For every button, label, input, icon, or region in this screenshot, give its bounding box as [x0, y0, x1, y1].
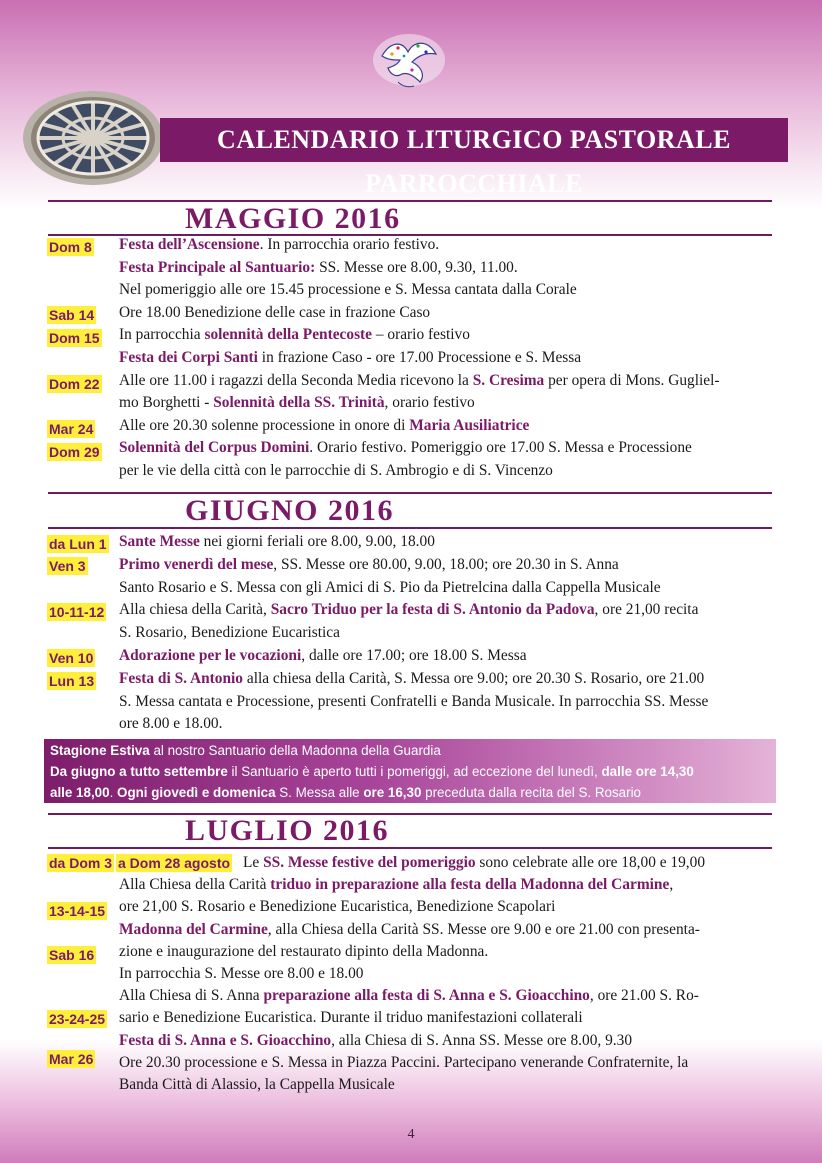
event-line [119, 347, 771, 370]
event-line [119, 437, 771, 460]
text-segment: ore 8.00, 9.00, 18.00 [307, 533, 435, 550]
text-segment: Ore 18.00 [119, 303, 181, 321]
summer-season-notice [44, 739, 776, 803]
section-rule-bottom-luglio [48, 847, 772, 849]
text-segment: S. Messa [467, 647, 527, 664]
text-segment: Alla Chiesa di S. Anna [119, 987, 264, 1005]
text-segment: Festa dei Corpi Santi [119, 349, 258, 366]
summer-notice-text [50, 740, 770, 803]
text-segment: ore 17.00 [375, 349, 434, 366]
text-segment: , [589, 987, 598, 1005]
text-segment: sono celebrate alle [475, 854, 598, 871]
event-line [119, 460, 771, 483]
text-segment: S. Cresima [472, 371, 545, 389]
text-segment: Santo Rosario e S. Messa con gli Amici di S. Pio da Pietrelcina dalla Cappella Musicale [119, 578, 661, 596]
text-segment: . [109, 785, 118, 800]
section-rule-top-maggio [48, 200, 772, 202]
text-segment: in S. Anna [550, 555, 619, 573]
text-segment: processione e S. Messa in Piazza Paccini. Partecipano venerande Confraternite, la [180, 1053, 689, 1071]
text-segment: Banda Città di Alassio, la Cappella Musicale [119, 1076, 395, 1093]
text-segment: Festa di S. Antonio [119, 669, 244, 687]
section-rule-top-luglio [48, 813, 772, 815]
event-line [119, 392, 771, 415]
text-segment: ore 15.45 [245, 281, 305, 299]
text-segment: alle 18,00 [50, 785, 110, 800]
text-segment: ore 21.00 [597, 987, 656, 1005]
date-badge: Lun 13 [49, 673, 95, 689]
event-line [119, 1074, 771, 1097]
text-segment: ore 21.00 [555, 920, 614, 938]
page-title: CALENDARIO LITURGICO PASTORALE PARROCCHIALE [160, 118, 788, 162]
page-number: 4 [407, 1127, 415, 1142]
text-segment: Sante Messe [119, 533, 200, 550]
date-badge: Sab 14 [49, 307, 95, 323]
text-segment: ore 17.00; ore 18.00 [342, 647, 468, 664]
date-badge: Dom 15 [49, 330, 100, 346]
text-segment: triduo in preparazione alla festa della Madonna del Carmine [270, 876, 670, 894]
text-segment: S. Rosario e Benedizione Eucaristica, Benedizione Scapolari [177, 898, 556, 916]
text-segment: S. Rosario, [570, 669, 647, 687]
event-line [119, 324, 771, 347]
section-rule-bottom-giugno [48, 527, 772, 529]
event-line [119, 1007, 771, 1030]
text-segment: Festa dell’Ascensione [119, 236, 260, 253]
text-segment: ore 8.00, 9.30 [546, 1031, 633, 1049]
text-segment: . [218, 715, 223, 733]
text-segment: nei giorni feriali [199, 533, 308, 550]
text-segment: S. Messa e Processione [544, 439, 692, 457]
date-badge: Dom 22 [49, 376, 100, 392]
text-segment: , alla Chiesa di S. Anna SS. Messe [331, 1031, 547, 1049]
date-badge: da Lun 1 [49, 536, 107, 552]
text-segment: S. Ro- [655, 987, 699, 1005]
text-segment: . [309, 439, 317, 457]
rose-window-icon [22, 90, 164, 186]
text-segment: Orario festivo [316, 439, 403, 457]
text-segment: Solennità del Corpus Domini [119, 439, 310, 457]
text-segment: Nel pomeriggio alle [119, 281, 246, 299]
text-segment: Primo venerdì del mese [119, 555, 274, 573]
text-segment: ore 9.00; ore 20.30 [453, 669, 571, 687]
date-badge: Ven 3 [49, 558, 86, 574]
text-segment: Da giugno a tutto settembre [50, 764, 228, 779]
text-segment: zione e inaugurazione del restaurato dipinto della Madonna. [119, 942, 489, 960]
event-line [119, 713, 771, 736]
text-segment: Sacro Triduo per la festa di S. Antonio da Padova [270, 601, 595, 619]
text-segment: solennità della Pentecoste [204, 326, 373, 344]
event-line [119, 1052, 771, 1075]
text-segment: Stagione Estiva [50, 743, 150, 758]
text-segment: e [540, 920, 556, 938]
text-segment: orario festivo [352, 236, 436, 253]
text-segment: per le vie della città con le parrocchie di S. Ambrogio e di S. Vincenzo [119, 462, 553, 479]
text-segment: ore 11.00 [149, 371, 207, 389]
month-title-giugno: GIUGNO 2016 [185, 494, 395, 527]
text-segment: Processione e S. Messa [433, 349, 582, 366]
text-segment: orario festivo [387, 326, 470, 344]
date-badge: 13-14-15 [49, 903, 106, 919]
date-badge: Dom 8 [49, 239, 92, 255]
event-line [119, 415, 771, 438]
text-segment: processione e S. Messa cantata dalla Corale [304, 281, 577, 299]
text-segment: con presenta- [613, 920, 700, 938]
text-segment: S. Rosario, Benedizione Eucaristica [119, 624, 340, 642]
text-segment: Alla chiesa della Carità, [119, 601, 271, 619]
date-badge: Dom 29 [49, 444, 100, 460]
text-segment: i ragazzi della Seconda Media ricevono la [206, 371, 473, 389]
event-line [119, 370, 771, 393]
dove-peace-icon [368, 30, 450, 94]
date-badge: Sab 16 [49, 947, 95, 963]
event-line [119, 531, 771, 554]
text-segment: alla chiesa della Carità, S. Messa [243, 669, 454, 687]
text-segment: ore 21.00 [646, 669, 705, 687]
text-segment: ore 8.00 e 18.00 [119, 715, 219, 733]
event-line [119, 645, 771, 668]
text-segment: . [513, 258, 518, 276]
text-segment: sario e Benedizione Eucaristica. Durante il triduo manifestazioni collaterali [119, 1009, 583, 1027]
text-segment: , dalle [301, 647, 343, 664]
text-segment: al nostro Santuario della Madonna della Guardia [149, 743, 441, 758]
date-badge: Mar 26 [49, 1051, 94, 1067]
text-segment: , [669, 876, 674, 894]
date-badge: Ven 10 [49, 650, 94, 666]
text-segment: Ore 20.30 [119, 1053, 181, 1071]
text-segment: , [384, 394, 393, 412]
text-segment: Maria Ausiliatrice [409, 416, 530, 434]
notice-line [50, 761, 770, 782]
text-segment: preparazione alla festa di S. Anna e S. Gioacchino [263, 987, 590, 1005]
text-segment: ore 20.30 [149, 416, 208, 434]
text-segment: orario festivo [392, 394, 475, 412]
date-badge: da Dom 3 [49, 855, 113, 871]
text-segment: ore 8.00 e 18.00 [263, 965, 364, 982]
notice-line [50, 782, 770, 803]
text-segment: Alle [119, 371, 150, 389]
text-segment: mo Borghetti - [119, 394, 214, 412]
text-segment: , SS. Messe [273, 555, 349, 573]
text-segment: , [594, 601, 603, 619]
text-segment: per opera di Mons. Gugliel- [544, 371, 720, 389]
text-segment: SS. Messe festive del pomeriggio [263, 854, 476, 871]
text-segment: . In parrocchia [259, 236, 353, 253]
text-segment: dalle ore 14,30 [601, 764, 694, 779]
text-segment: SS. Messe [315, 258, 388, 276]
text-segment: preceduta dalla recita del S. Rosario [421, 785, 642, 800]
text-segment: S. Messa alle [275, 785, 364, 800]
text-segment: – [372, 326, 388, 344]
date-badge: Mar 24 [49, 421, 94, 437]
event-line [119, 234, 771, 257]
event-line [119, 691, 771, 714]
text-segment: ore 18,00 e 19,00 [597, 854, 706, 871]
event-line [119, 599, 771, 622]
text-segment: In parrocchia [119, 326, 205, 344]
text-segment: Benedizione delle case in frazione Caso [180, 303, 431, 321]
text-segment: ore 17.00 [486, 439, 545, 457]
text-segment: recita [660, 601, 699, 619]
text-segment: Adorazione per le vocazioni [119, 647, 302, 664]
date-badge: 10-11-12 [49, 604, 105, 620]
text-segment: S. Messa cantata e Processione, presenti Confratelli e Banda Musicale. In parrocchia SS. Messe [119, 692, 709, 710]
date-badge: a Dom 28 agosto [118, 855, 231, 871]
event-line [119, 1030, 771, 1053]
month-title-luglio: LUGLIO 2016 [185, 814, 390, 847]
event-line [119, 919, 771, 942]
notice-line [50, 740, 770, 761]
text-segment: Festa Principale al Santuario: [119, 258, 316, 276]
event-line [119, 668, 771, 691]
text-segment: ore 21,00 [119, 898, 178, 916]
text-segment: Alle [119, 416, 150, 434]
text-segment: Festa di S. Anna e S. Gioacchino [119, 1031, 332, 1049]
event-line [119, 577, 771, 600]
event-line [119, 554, 771, 577]
text-segment: solenne processione in onore di [207, 416, 410, 434]
section-rule-top-giugno [48, 492, 772, 494]
month-title-maggio: MAGGIO 2016 [185, 202, 401, 235]
text-segment: il Santuario è aperto tutti i pomeriggi, ad eccezione del lunedì, [227, 764, 602, 779]
text-segment: Ogni giovedì e domenica [117, 785, 276, 800]
text-segment: Le [243, 854, 264, 871]
text-segment: . Pomeriggio [402, 439, 487, 457]
event-line [119, 941, 771, 964]
text-segment: , alla Chiesa della Carità SS. Messe [267, 920, 491, 938]
event-line [119, 985, 771, 1008]
text-segment: ore 8.00, 9.30, 11.00 [387, 258, 514, 276]
event-line [119, 257, 771, 280]
event-line [119, 963, 771, 986]
date-badge: 23-24-25 [49, 1011, 106, 1027]
text-segment: Madonna del Carmine [119, 920, 268, 938]
text-segment: ore 21,00 [602, 601, 661, 619]
text-segment: Solennità della SS. Trinità [213, 394, 385, 412]
text-segment: . [435, 236, 440, 253]
event-line [119, 279, 771, 302]
text-segment: Alla Chiesa della Carità [119, 876, 271, 894]
text-segment: in frazione Caso - [257, 349, 376, 366]
event-line [243, 852, 822, 875]
event-line [119, 874, 771, 897]
event-line [119, 896, 771, 919]
text-segment: ore 9.00 [490, 920, 541, 938]
event-line [119, 302, 771, 325]
text-segment: ore 80.00, 9.00, 18.00; ore 20.30 [348, 555, 551, 573]
event-line [119, 622, 771, 645]
text-segment: ore 16,30 [363, 785, 422, 800]
text-segment: In parrocchia S. Messe [119, 965, 264, 982]
